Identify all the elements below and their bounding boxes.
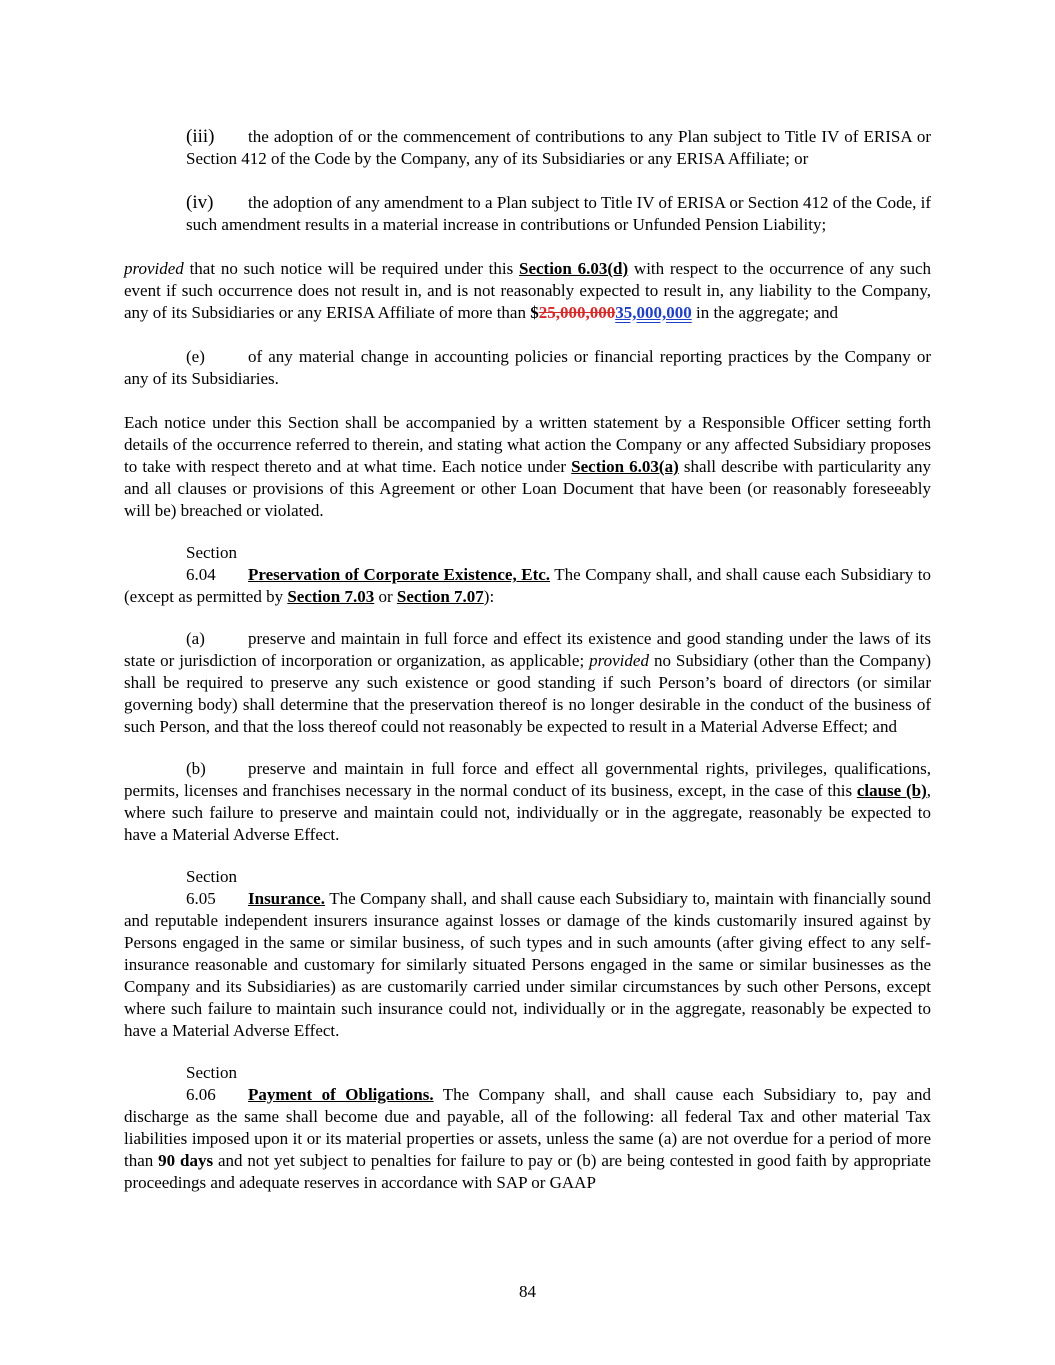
paragraph-text: in the aggregate; and (691, 303, 839, 322)
dollar-sign: $ (530, 303, 539, 322)
paragraph-text: of any material change in accounting policies or financial reporting practices by the Company or any of its Subsidiaries. (124, 347, 931, 388)
section-reference: Section 6.03(a) (571, 457, 679, 476)
clause-number: (b) (186, 759, 206, 778)
paragraph-text: preserve and maintain in full force and effect all governmental rights, privileges, qualifications, permits, licenses and franchises necessary in the normal conduct of its business, except, in the case of this (124, 759, 931, 800)
paragraph-text: with respect to the occurrence of any such event if such occurrence does not result in, and is not reasonably expected to result in, any liability to the Company, any of its Subsidiaries or any ERISA Affiliate of more than (124, 259, 931, 322)
page-number: 84 (519, 1282, 536, 1301)
paragraph-text: ): (483, 587, 495, 606)
paragraph-iii (186, 126, 931, 170)
section-6-05 (124, 866, 931, 1042)
paragraph-text: that no such notice will be required under this (183, 259, 519, 278)
italic-term: provided (589, 651, 649, 670)
clause-number: (iii) (186, 126, 215, 147)
paragraph-text: The Company shall, and shall cause each Subsidiary to, pay and discharge as the same shall become due and payable, all of the following: all federal Tax and other material Tax liabilities imposed upon it or its material properties or assets, unless the same (a) are not overdue for a period of more than (124, 1085, 931, 1170)
paragraph-text: or (374, 587, 397, 606)
section-heading: Insurance. (248, 889, 325, 908)
clause-number: (a) (186, 629, 205, 648)
clause-reference: clause (b) (856, 781, 927, 800)
paragraph-text: no Subsidiary (other than the Company) shall be required to preserve any such existence or good standing if such Person’s board of directors (or similar governing body) shall determine that the preservation thereof is no longer desirable in the conduct of the business of such Person, and that the loss thereof could not reasonably be expected to result in a Material Adverse Effect; and (124, 651, 931, 736)
section-reference: Section 6.03(d) (518, 259, 629, 278)
paragraph-text: preserve and maintain in full force and effect its existence and good standing under the laws of its state or jurisdiction of incorporation or organization, as applicable; (124, 629, 931, 670)
section-6-06 (124, 1062, 931, 1194)
section-number: Section 6.05 (186, 867, 237, 908)
clause-number: (iv) (186, 192, 214, 213)
paragraph-text: The Company shall, and shall cause each Subsidiary to (except as permitted by (124, 565, 931, 606)
paragraph-text: the adoption of or the commencement of contributions to any Plan subject to Title IV of ERISA or Section 412 of the Code by the Company, any of its Subsidiaries or any ERISA Affiliate; or (186, 127, 931, 168)
paragraph-text: , where such failure to preserve and maintain could not, individually or in the aggregate, reasonably be expected to have a Material Adverse Effect. (124, 781, 931, 844)
section-6-04-a (124, 628, 931, 738)
section-reference: Section 7.03 (287, 587, 375, 606)
section-6-04 (124, 542, 931, 608)
clause-number: (e) (186, 347, 205, 366)
paragraph-text: the adoption of any amendment to a Plan subject to Title IV of ERISA or Section 412 of the Code, if such amendment results in a material increase in contributions or Unfunded Pension Liability; (186, 193, 931, 234)
paragraph-text: The Company shall, and shall cause each Subsidiary to, maintain with financially sound and reputable independent insurers insurance against losses or damage of the kinds customarily insured against by Persons engaged in the same or similar business, of such types and in such amounts (after giving effect to any self-insurance reasonable and customary for similarly situated Persons engaged in the same or similar businesses as the Company and its Subsidiaries) as are customarily carried under similar circumstances by such other Persons, except where such failure to maintain such insurance could not, individually or in the aggregate, reasonably be expected to have a Material Adverse Effect. (124, 889, 931, 1040)
section-heading: Preservation of Corporate Existence, Etc. (248, 565, 551, 584)
deleted-amount: 25,000,000 (538, 303, 616, 322)
italic-term: provided (124, 259, 184, 278)
paragraph-text: and not yet subject to penalties for failure to pay or (b) are being contested in good faith by appropriate proceedings and adequate reserves in accordance with SAP or GAAP (124, 1151, 931, 1192)
section-number: Section 6.06 (186, 1063, 237, 1104)
section-reference: Section 7.07 (396, 587, 484, 606)
section-number: Section 6.04 (186, 543, 237, 584)
section-6-04-b (124, 758, 931, 846)
each-notice-paragraph (124, 412, 931, 522)
document-page (124, 126, 931, 1194)
paragraph-e (124, 346, 931, 390)
paragraph-text: shall describe with particularity any and all clauses or provisions of this Agreement or other Loan Document that have been (or reasonably foreseeably will be) breached or violated. (124, 457, 931, 520)
proviso-paragraph (124, 258, 931, 324)
section-heading: Payment of Obligations. (248, 1085, 434, 1104)
inserted-amount: 35,000,000 (615, 303, 692, 322)
paragraph-text: Each notice under this Section shall be accompanied by a written statement by a Responsible Officer setting forth details of the occurrence referred to therein, and stating what action the Company or any affected Subsidiary proposes to take with respect thereto and at what time. Each notice under (124, 413, 931, 476)
bold-term: 90 days (158, 1151, 214, 1170)
paragraph-iv (186, 192, 931, 236)
